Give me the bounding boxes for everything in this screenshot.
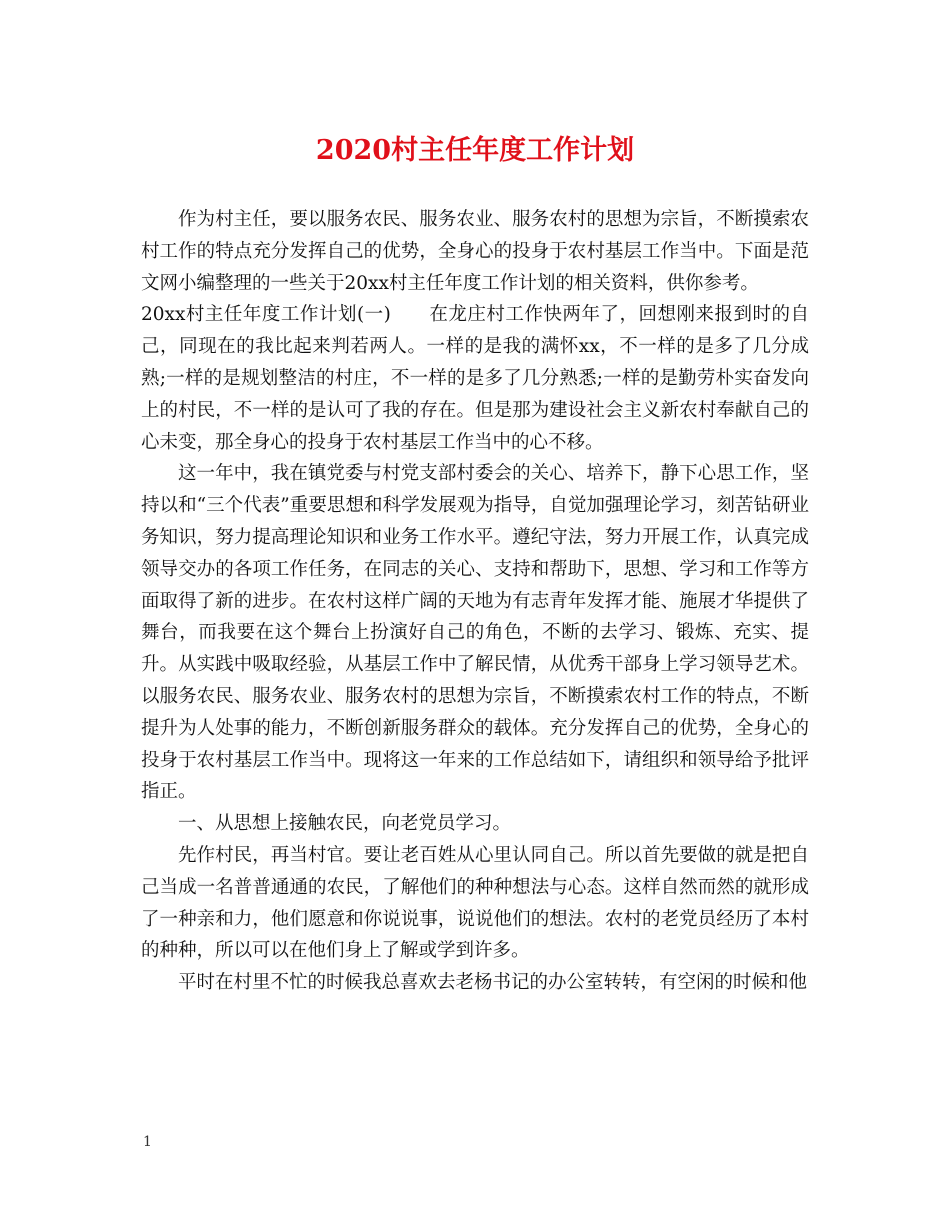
paragraph-year-review: 这一年中，我在镇党委与村党支部村委会的关心、培养下，静下心思工作，坚持以和“三个代表”重要思想和科学发展观为指导，自觉加强理论学习，刻苦钻研业务知识，努力提高理论知识和业务工作水平。遵纪守法，努力开展工作，认真完成领导交办的各项工作任务，在同志的关心、支持和帮助下，思想、学习和工作等方面取得了新的进步。在农村这样广阔的天地为有志青年发挥才能、施展才华提供了舞台，而我要在这个舞台上扮演好自己的角色，不断的去学习、锻炼、充实、提升。从实践中吸取经验，从基层工作中了解民情，从优秀干部身上学习领导艺术。以服务农民、服务农业、服务农村的思想为宗旨，不断摸索农村工作的特点，不断提升为人处事的能力，不断创新服务群众的载体。充分发挥自己的优势，全身心的投身于农村基层工作当中。现将这一年来的工作总结如下，请组织和领导给予批评指正。	[141, 463, 809, 803]
paragraph-plan-one: 20xx村主任年度工作计划(一) 在龙庄村工作快两年了，回想刚来报到时的自己，同现在的我比起来判若两人。一样的是我的满怀xx，不一样的是多了几分成熟;一样的是规划整洁的村庄，不一样的是多了几分熟悉;一样的是勤劳朴实奋发向上的村民，不一样的是认可了我的存在。但是那为建设社会主义新农村奉献自己的心未变，那全身心的投身于农村基层工作当中的心不移。	[141, 304, 809, 453]
document-body	[141, 204, 809, 999]
paragraph-daily-visits: 平时在村里不忙的时候我总喜欢去老杨书记的办公室转转，有空闲的时候和他	[178, 972, 808, 994]
document-title: 2020村主任年度工作计划	[315, 135, 635, 166]
paragraph-intro: 作为村主任，要以服务农民、服务农业、服务农村的思想为宗旨，不断摸索农村工作的特点充分发挥自己的优势，全身心的投身于农村基层工作当中。下面是范文网小编整理的一些关于20xx村主任年度工作计划的相关资料，供你参考。	[141, 209, 809, 294]
section-heading-one: 一、从思想上接触农民，向老党员学习。	[178, 813, 512, 835]
page-number: 1	[143, 1134, 152, 1150]
paragraph-villager-first: 先作村民，再当村官。要让老百姓从心里认同自己。所以首先要做的就是把自己当成一名普普通通的农民，了解他们的种种想法与心态。这样自然而然的就形成了一种亲和力，他们愿意和你说说事，说说他们的想法。农村的老党员经历了本村的种种，所以可以在他们身上了解或学到许多。	[141, 844, 809, 962]
